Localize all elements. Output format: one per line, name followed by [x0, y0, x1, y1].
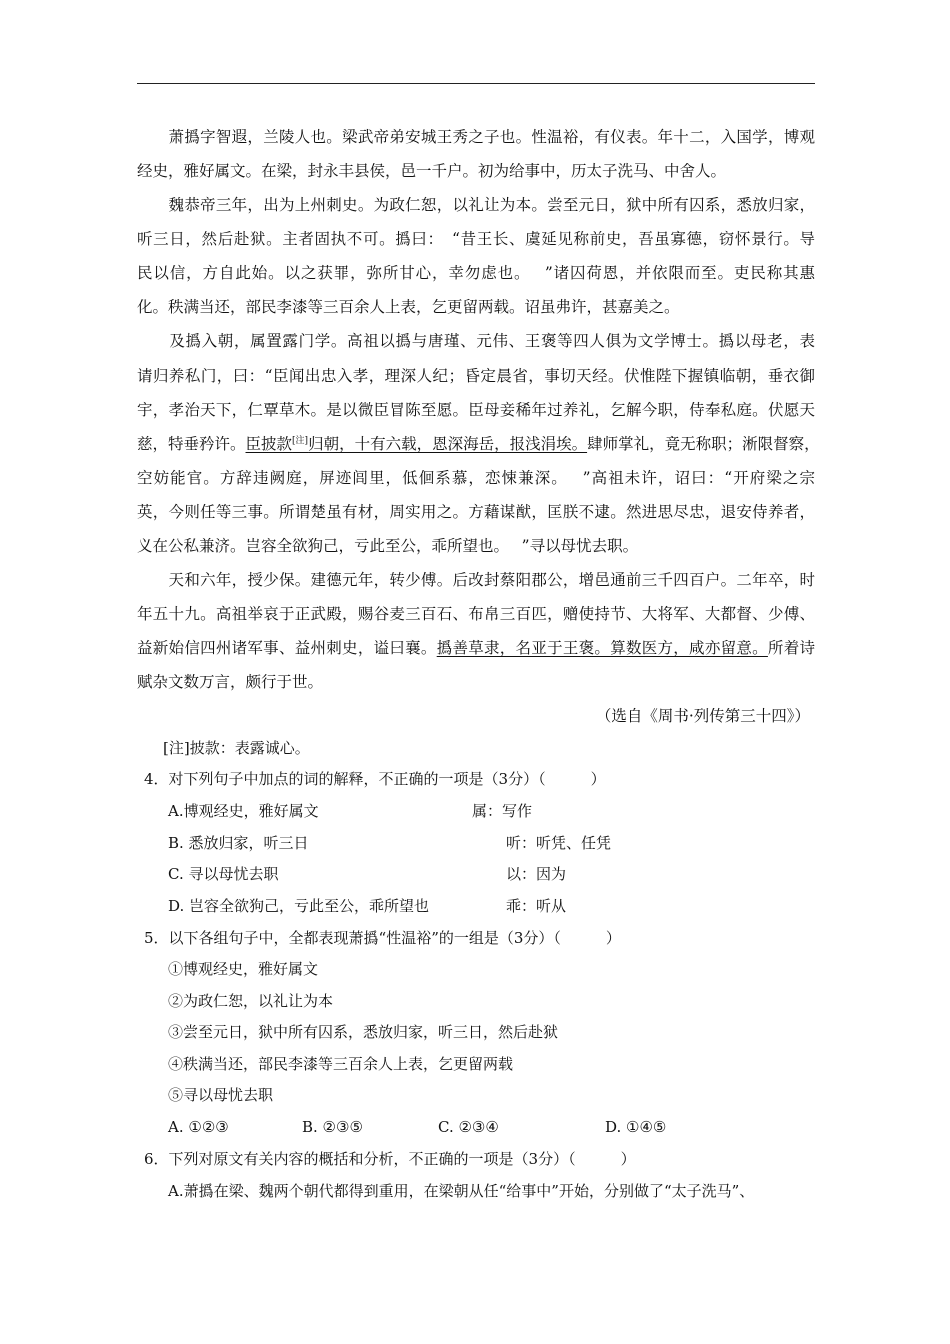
question-stem: 6．下列对原文有关内容的概括和分析，不正确的一项是（3分）（ ） — [144, 1150, 636, 1168]
underlined-text: 归朝，十有六载，恩深海岳，报浅涓埃。 — [308, 435, 588, 453]
passage-line: 萧撝字智遐，兰陵人也。梁武帝弟安城王秀之子也。性温裕，有仪表。年十二，入国学，博观 — [137, 128, 815, 146]
passage-text: 慈，特垂矜许。 — [137, 435, 246, 453]
passage-line — [137, 638, 815, 658]
footnote-marker: [注] — [292, 436, 309, 446]
underlined-sentence-2: 撝善草隶，名亚于王褒。算数医方，咸亦留意。 — [436, 639, 768, 657]
header-rule — [137, 83, 815, 84]
option-a: A.萧撝在梁、魏两个朝代都得到重用，在梁朝从任“给事中”开始，分别做了“太子洗马”、 — [168, 1182, 755, 1200]
passage-text: 益新始信四州诸军事、益州刺史，谥曰襄。 — [137, 639, 437, 657]
passage-line: 空妨能官。方辞违阙庭，屏迹闾里，低佪系慕，恋悚兼深。 ”高祖未许，诏曰：“开府梁之宗 — [137, 469, 815, 487]
passage-line: 义在公私兼济。岂容全欲狗己，亏此至公，乖所望也。 ”寻以母忧去职。 — [137, 537, 639, 555]
underlined-sentence-1 — [246, 435, 588, 453]
passage-line: 化。秩满当还，部民李漆等三百余人上表，乞更留两载。诏虽弗许，甚嘉美之。 — [137, 298, 680, 316]
underlined-text: 臣披款 — [245, 435, 293, 453]
statement-3: ③尝至元日，狱中所有囚系，悉放归家，听三日，然后赴狱 — [168, 1023, 559, 1041]
passage-text: 肆师掌礼，竟无称职；淅限督察， — [587, 435, 820, 453]
statement-4: ④秩满当还，部民李漆等三百余人上表，乞更留两载 — [168, 1055, 514, 1073]
question-stem: 5．以下各组句子中，全都表现萧撝“性温裕”的一组是（3分）（ ） — [144, 929, 621, 947]
passage-text: 所着诗 — [767, 639, 815, 657]
passage-line: 请归养私门，曰：“臣闻出忠入孝，理深人纪；昏定晨省，事切天经。伏惟陛下握镇临朝，垂衣御 — [137, 367, 815, 385]
passage-line — [137, 434, 820, 454]
statement-1: ①博观经史，雅好属文 — [168, 960, 319, 978]
source-citation: （选自《周书·列传第三十四》） — [595, 707, 810, 725]
passage-line: 天和六年，授少保。建德元年，转少傅。后改封蔡阳郡公，增邑通前三千四百户。二年卒，时 — [137, 571, 815, 589]
passage-line: 听三日，然后赴狱。主者固执不可。撝曰： “昔王长、虞延见称前史，吾虽寡德，窃怀景行。导 — [137, 230, 815, 248]
passage-line: 宇，孝治天下，仁覃草木。是以微臣冒陈至愿。臣母妾稀年过养礼，乞解今职，侍奉私庭。伏愿天 — [137, 401, 815, 419]
passage-line: 赋杂文数万言，颇行于世。 — [137, 673, 324, 691]
option-a: A. ①②③ — [168, 1118, 229, 1136]
option-c: C. 寻以母忧去职 — [168, 865, 279, 883]
option-b-gloss: 听：听凭、任凭 — [506, 834, 612, 852]
passage-line: 魏恭帝三年，出为上州刺史。为政仁恕，以礼让为本。尝至元日，狱中所有囚系，悉放归家， — [137, 196, 815, 214]
option-d: D. ①④⑤ — [605, 1118, 667, 1136]
option-a: A.博观经史，雅好属文 — [168, 802, 319, 820]
option-c-gloss: 以：因为 — [506, 865, 567, 883]
question-stem: 4．对下列句子中加点的词的解释，不正确的一项是（3分）（ ） — [144, 770, 606, 788]
option-d-gloss: 乖：听从 — [506, 897, 567, 915]
passage-line: 英，今则任等三事。所谓楚虽有材，周实用之。方藉谋猷，匡朕不逮。然进思尽忠，退安侍养者， — [137, 503, 815, 521]
passage-line: 民以信，方自此始。以之获罪，弥所甘心，幸勿虑也。 ”诸囚荷恩，并依限而至。吏民称其惠 — [137, 264, 815, 282]
footnote: [注]披款：表露诚心。 — [163, 739, 310, 757]
statement-2: ②为政仁恕，以礼让为本 — [168, 992, 334, 1010]
option-a-gloss: 属：写作 — [472, 802, 533, 820]
option-c: C. ②③④ — [438, 1118, 499, 1136]
option-b: B. ②③⑤ — [302, 1118, 363, 1136]
option-b: B. 悉放归家，听三日 — [168, 834, 309, 852]
statement-5: ⑤寻以母忧去职 — [168, 1086, 274, 1104]
passage-line: 及撝入朝，属置露门学。高祖以撝与唐瑾、元伟、王褒等四人俱为文学博士。撝以母老，表 — [137, 332, 815, 350]
passage-line: 年五十九。高祖举哀于正武殿，赐谷麦三百石、布帛三百匹，赠使持节、大将军、大都督、少傅、 — [137, 605, 815, 623]
passage-line: 经史，雅好属文。在梁，封永丰县侯，邑一千户。初为给事中，历太子洗马、中舍人。 — [137, 162, 727, 180]
option-d: D. 岂容全欲狗己，亏此至公，乖所望也 — [168, 897, 430, 915]
